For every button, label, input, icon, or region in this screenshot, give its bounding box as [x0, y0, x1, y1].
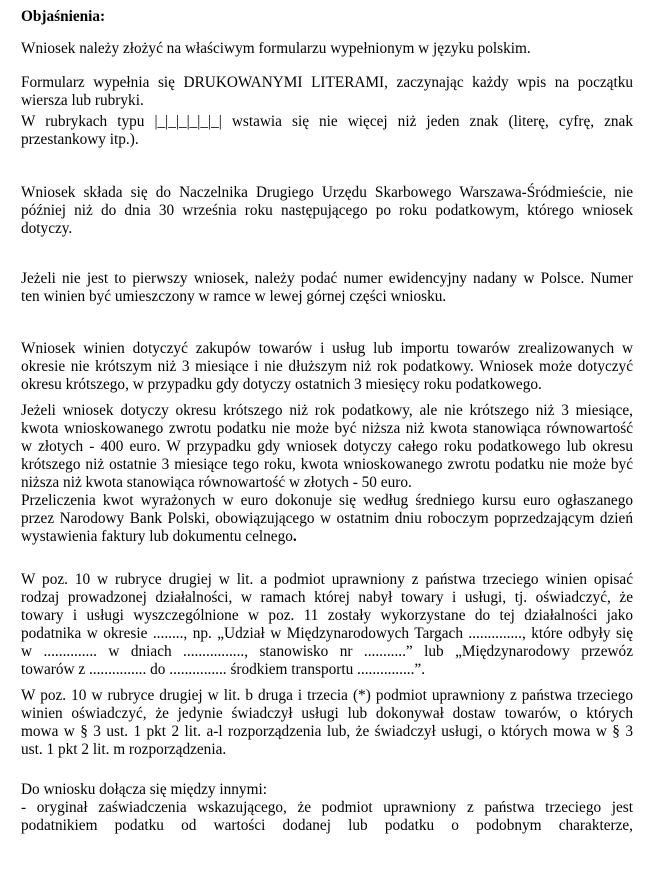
text-line-content: w .............. w dniach ................, stanowisko nr ...........” lub „Międzynarodowy przewóz — [21, 643, 633, 660]
text-line — [21, 607, 633, 625]
text-line-content: towarów z ............... do ............... środkiem transportu ...............”. — [21, 661, 426, 678]
text-line-content: W rubrykach typu |_|_|_|_|_|_| wstawia się nie więcej niż jeden znak (literę, cyfrę, znak — [21, 113, 633, 130]
text-line — [21, 571, 633, 589]
text-line — [21, 643, 633, 661]
text-line — [21, 723, 633, 741]
text-line-content: winien oświadczyć, że jedynie świadczył usługi lub dokonywał dostaw towarów, o których — [21, 705, 633, 722]
text-line-content: W poz. 10 w rubryce drugiej w lit. a podmiot uprawniony z państwa trzeciego winien opisać — [21, 571, 633, 588]
text-line — [21, 528, 633, 546]
text-line-content: okresu krótszego, w przypadku gdy dotyczy ostatnich 3 miesięcy roku podatkowego. — [21, 376, 542, 393]
text-line — [21, 270, 633, 288]
text-line — [21, 220, 633, 238]
text-line — [21, 492, 633, 510]
text-line-content: ten winien być umieszczony w ramce w lewej górnej części wniosku. — [21, 288, 447, 305]
text-line — [21, 474, 633, 492]
text-line-content: kwota wnioskowanego zwrotu podatku nie może być niższa niż kwota stanowiąca równowartość — [21, 420, 633, 437]
text-line — [21, 402, 633, 420]
text-line-content: towary i usługi wyszczególnione w poz. 11 zostały wykorzystane do tej działalności jako — [21, 607, 633, 624]
text-line-content: Jeżeli wniosek dotyczy okresu krótszego niż rok podatkowy, ale nie krótszego niż 3 miesiące, — [21, 402, 633, 419]
text-line-content: podatnikiem podatku od wartości dodanej lub podatku o podobnym charakterze, — [21, 817, 633, 834]
text-line-content: dotyczy. — [21, 220, 73, 237]
text-line-content: Jeżeli nie jest to pierwszy wniosek, należy podać numer ewidencyjny nadany w Polsce. Numer — [21, 270, 633, 287]
text-line-content: niższa niż kwota stanowiąca równowartość w złotych - 50 euro. — [21, 474, 412, 491]
text-line-content: przestankowy itp.). — [21, 131, 139, 148]
text-line — [21, 131, 633, 149]
text-line — [21, 625, 633, 643]
text-line — [21, 288, 633, 306]
text-line-content: później niż do dnia 30 września roku następującego po roku podatkowym, którego wniosek — [21, 202, 633, 219]
text-line-content: ust. 1 pkt 2 lit. m rozporządzenia. — [21, 741, 227, 758]
text-line — [21, 420, 633, 438]
text-line — [21, 202, 633, 220]
text-line — [21, 687, 633, 705]
text-line-content: Formularz wypełnia się DRUKOWANYMI LITERAMI, zaczynając każdy wpis na początku — [21, 74, 633, 91]
text-line-content: Wniosek winien dotyczyć zakupów towarów i usług lub importu towarów zrealizowanych w — [21, 340, 633, 357]
text-line — [21, 184, 633, 202]
bold-period: . — [292, 528, 297, 545]
text-line — [21, 74, 633, 92]
text-line-content: przez Narodowy Bank Polski, obowiązującego w ostatnim dniu roboczym poprzedzającym dzień — [21, 510, 633, 527]
text-line — [21, 438, 633, 456]
text-line — [21, 705, 633, 723]
text-line — [21, 817, 633, 835]
text-line — [21, 510, 633, 528]
text-line-content: Wniosek składa się do Naczelnika Drugiego Urzędu Skarbowego Warszawa-Śródmieście, nie — [21, 184, 633, 201]
text-line-content: krótszego niż ostatnie 3 miesiące tego roku, kwota wnioskowanego zwrotu podatku nie może być — [21, 456, 633, 473]
text-line-content: W poz. 10 w rubryce drugiej w lit. b druga i trzecia (*) podmiot uprawniony z państwa trzeciego — [21, 687, 633, 704]
text-line — [21, 781, 633, 799]
text-line-content: Przeliczenia kwot wyrażonych w euro dokonuje się według średniego kursu euro ogłaszanego — [21, 492, 633, 509]
page-heading: Objaśnienia: — [21, 8, 106, 25]
text-line-content: w złotych - 400 euro. W przypadku gdy wniosek dotyczy całego roku podatkowego lub okresu — [21, 438, 633, 455]
text-line — [21, 661, 633, 679]
text-line — [21, 40, 633, 58]
text-line-content: podatnika w okresie ........, np. „Udział w Międzynarodowych Targach .............., które odbyły się — [21, 625, 633, 642]
text-line-content: wiersza lub rubryki. — [21, 92, 144, 109]
text-line — [21, 799, 633, 817]
text-line — [21, 113, 633, 131]
text-line — [21, 340, 633, 358]
text-line — [21, 92, 633, 110]
text-line-content: rodzaj prowadzonej działalności, w ramach której nabył towary i usługi, tj. oświadczyć, że — [21, 589, 633, 606]
text-line — [21, 376, 633, 394]
text-line-content: - oryginał zaświadczenia wskazującego, że podmiot uprawniony z państwa trzeciego jest — [21, 799, 633, 816]
text-line-content: wystawienia faktury lub dokumentu celnego — [21, 528, 293, 545]
text-line — [21, 456, 633, 474]
text-line-content: mowa w § 3 ust. 1 pkt 2 lit. a-l rozporządzenia lub, że świadczył usługi, o których mowa w § 3 — [21, 723, 633, 740]
text-line-content: Wniosek należy złożyć na właściwym formularzu wypełnionym w języku polskim. — [21, 40, 531, 57]
text-line-content: Do wniosku dołącza się między innymi: — [21, 781, 267, 798]
text-line-content: okresie nie krótszym niż 3 miesiące i nie dłuższym niż rok podatkowy. Wniosek może dotyczyć — [21, 358, 633, 375]
text-line — [21, 741, 633, 759]
text-line — [21, 589, 633, 607]
text-line — [21, 358, 633, 376]
